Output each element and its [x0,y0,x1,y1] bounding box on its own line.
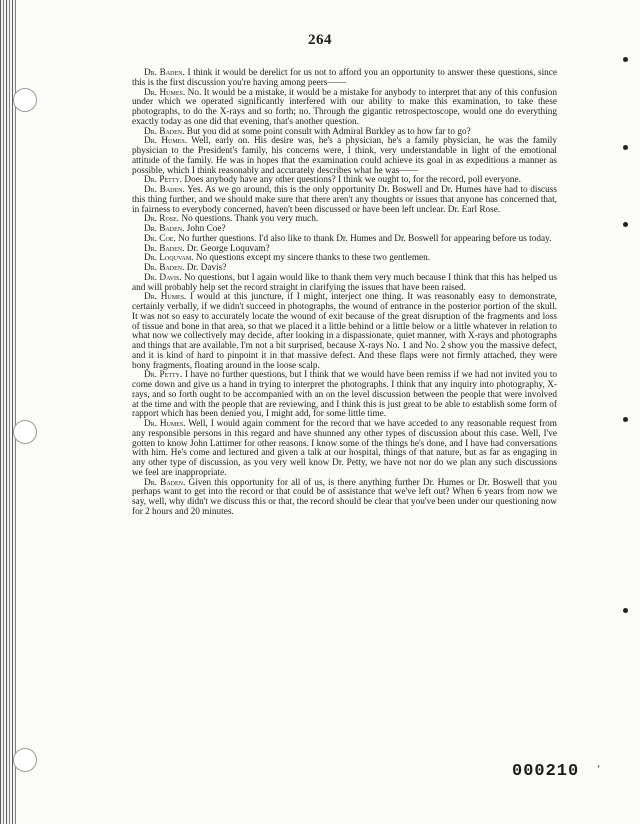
paragraph-text: No. It would be a mistake, it would be a mistake for anybody to interpret that any of this confusion under which we operated significantly interfered with our ability to make this examination, to take these photographs, to do the X-rays and so forth; no. Through the gigantic retrospectoscope, would one do everything exactly today as one did that evening, that's another question. [132,87,558,127]
speaker: Dr. Baden. [144,224,185,234]
scan-speck [623,417,628,422]
speaker: Dr. Baden. [144,243,185,254]
paragraph-text: No questions, but I again would like to thank them very much because I think that this has helped us and will probably help set the record straight in clarifying the issues that have been raised. [132,272,558,293]
page-number: 264 [308,32,332,48]
speaker: Dr. Baden. [144,263,185,273]
paragraph-text: Dr. George Loquvam? [186,243,270,254]
paragraph-text: Well, early on. His desire was, he's a physician, he's a family physician, he was the family physician to the President's family, his concerns were, I think, very understandable in light of the emotional attitude of the family. He was in hopes that the examination could achieve its goal in as expeditious a manner as possible, which I think reasonably and accurately describes what he was—— [132,136,557,176]
binding-strip [0,0,16,824]
speaker: Dr. Baden. [144,477,186,488]
paragraph [132,69,557,89]
paragraph [132,89,557,128]
paragraph-text: Well, I would again comment for the record that we have acceded to any reasonable request from any responsible persons in this regard and have shunned any other types of discussion about this case. Well, I've gotten to know John Lattimer for other reasons. I know some of the things he's done, and I have had conversations with him. He's come and lectured and given a talk at our hospital, things of that nature, but as far as engaging in any other type of discussion, as you very well know Dr. Petty, we have not nor do we plan any such discussions we feel are inappropriate. [132,419,557,478]
paragraph-text: Does anybody have any other questions? I think we ought to, for the record, poll everyone. [184,175,521,186]
paragraph-text: I have no further questions, but I think that we would have been remiss if we had not invited you to come down and give us a hand in trying to interpret the photographs. I think that any inquiry into photography, X-rays, and so forth ought to be accompanied with an on the level discussion between the people that were involved at the time and with the people that are reviewing, and I think this is just great to be able to establish some form of rapport which has been denied you, I might add, for some little time. [132,370,558,420]
paragraph [132,479,557,518]
speaker: Dr. Humes. [144,136,188,147]
speaker: Dr. Baden. [144,185,185,195]
speaker: Dr. Baden. [144,126,185,137]
margin-mark: ‘ [597,764,601,775]
speaker: Dr. Humes. [144,292,187,303]
paragraph [132,186,557,215]
scan-speck [623,145,628,150]
paragraph [132,293,557,371]
speaker: Dr. Rose. [144,214,180,225]
paragraph [132,274,557,294]
speaker: Dr. Davis. [144,272,182,283]
transcript-body [132,69,557,518]
paragraph-text: No questions. Thank you very much. [181,214,319,225]
speaker: Dr. Petty. [144,175,183,186]
paragraph-text: Given this opportunity for all of us, is there anything further Dr. Humes or Dr. Boswell that you perhaps want to get into the record or that could be of assistance that we've left out? When 6 years from now we say, well, why didn't we discuss this or that, the record should be clear that you've been under our questioning now for 2 hours and 20 minutes. [132,477,557,517]
punch-hole-top [13,88,37,112]
paragraph-text: I would at this juncture, if I might, interject one thing. It was reasonably easy to demonstrate, certainly verbally, if we didn't succeed in photographs, the wound of entrance in the posterior portion of the skull. It was not so easy to accurately locate the wound of exit because of the great disruption of the fragments and loss of tissue and bone in that area, so that we placed it a little behind or a little below or a little whatever in relation to what now we collectively may decide, after looking in a dispassionate, quiet manner, with X-rays and photographs and things that are available. I'm not a bit surprised, because X-rays No. 1 and No. 2 show you the massive defect, and it is kind of hard to pinpoint it in that massive defect. And these flaps were not firmly attached, they were bony fragments, floating around in the loose scalp. [132,292,557,371]
speaker: Dr. Petty. [144,370,183,381]
paragraph-text: Dr. Davis? [186,263,227,273]
paragraph-text: Yes. As we go around, this is the only opportunity Dr. Boswell and Dr. Humes have had to discuss this thing further, and we should make sure that there aren't any thoughts or issues that anyone has concerned that, in fairness to everybody concerned, haven't been discussed or have been left unclear. Dr. Earl Rose. [132,185,557,215]
speaker: Dr. Loquvam. [144,253,194,264]
paragraph-text: I think it would be derelict for us not to afford you an opportunity to answer these questions, since this is the first discussion you're having among peers—— [132,68,557,88]
speaker: Dr. Coe. [144,233,176,244]
paragraph-text: John Coe? [186,224,226,234]
speaker: Dr. Baden. [144,68,185,78]
paragraph [132,420,557,479]
scan-speck [623,222,628,227]
document-control-number: 000210 [512,762,580,781]
paragraph-text: But you did at some point consult with Admiral Burkley as to how far to go? [186,126,471,137]
paragraph [132,137,557,176]
speaker: Dr. Humes. [144,87,186,98]
paragraph-text: No questions except my sincere thanks to these two gentlemen. [195,253,431,264]
paragraph-text: No further questions. I'd also like to thank Dr. Humes and Dr. Boswell for appearing before us today. [178,233,552,244]
speaker: Dr. Humes. [144,419,186,429]
paragraph [132,371,557,420]
punch-hole-bottom [13,748,37,772]
punch-hole-middle [13,420,37,444]
scan-speck [623,57,628,62]
scan-speck [623,608,628,613]
